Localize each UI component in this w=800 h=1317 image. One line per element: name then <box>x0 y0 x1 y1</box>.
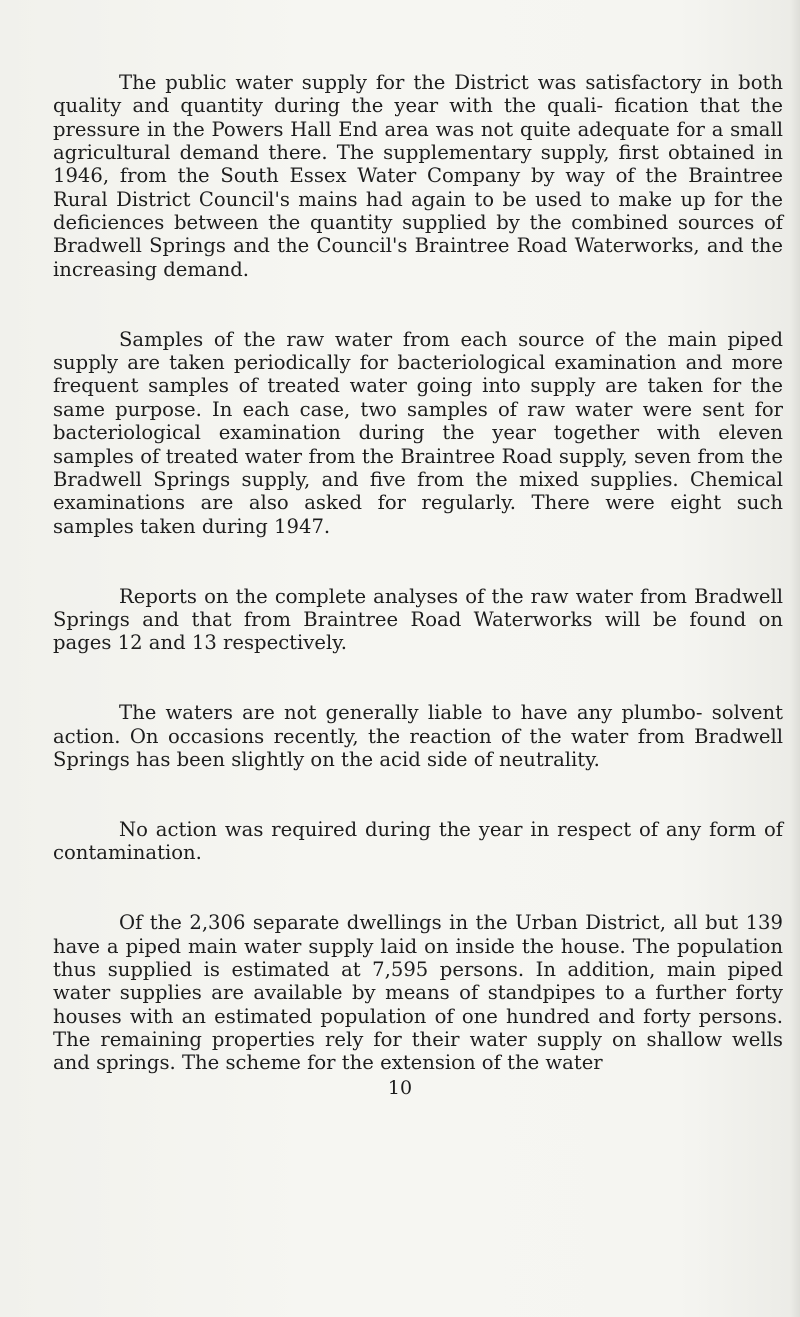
paragraph-plumbo-solvency: The waters are not generally liable to have any plumbo- solvent action. On occasions recently, the reaction of the water from Bradwell Springs has been slightly on the acid side of neutrality. <box>53 701 783 771</box>
body-text <box>53 71 783 1075</box>
page-edge-shadow <box>790 0 800 1317</box>
page-number: 10 <box>387 1077 413 1099</box>
paragraph-sampling: Samples of the raw water from each source of the main piped supply are taken periodically for bacteriological examination and more frequent samples of treated water going into supply are taken for the same purpose. In each case, two samples of raw water were sent for bacteriological examination during the year together with eleven samples of treated water from the Braintree Road supply, seven from the Bradwell Springs supply, and five from the mixed supplies. Chemical examinations are also asked for regularly. There were eight such samples taken during 1947. <box>53 327 783 538</box>
paragraph-analysis-reports: Reports on the complete analyses of the raw water from Bradwell Springs and that from Braintree Road Waterworks will be found on pages 12 and 13 respectively. <box>53 584 783 655</box>
paragraph-dwellings: Of the 2,306 separate dwellings in the Urban District, all but 139 have a piped main water supply laid on inside the house. The population thus supplied is estimated at 7,595 persons. In addition, main piped water supplies are available by means of standpipes to a further forty houses with an estimated population of one hundred and forty persons. The remaining properties rely for their water supply on shallow wells and springs. The scheme for the extension of the water <box>53 911 783 1075</box>
paragraph-contamination: No action was required during the year in respect of any form of contamination. <box>53 818 783 865</box>
paragraph-water-supply: The public water supply for the District was satisfactory in both quality and quantity during the year with the quali- fication that the pressure in the Powers Hall End area was not quite adequate for a small agricultural demand there. The supplementary supply, first obtained in 1946, from the South Essex Water Company by way of the Braintree Rural District Council's mains had again to be used to make up for the deficiences between the quantity supplied by the combined sources of Bradwell Springs and the Council's Braintree Road Waterworks, and the increasing demand. <box>53 71 783 281</box>
